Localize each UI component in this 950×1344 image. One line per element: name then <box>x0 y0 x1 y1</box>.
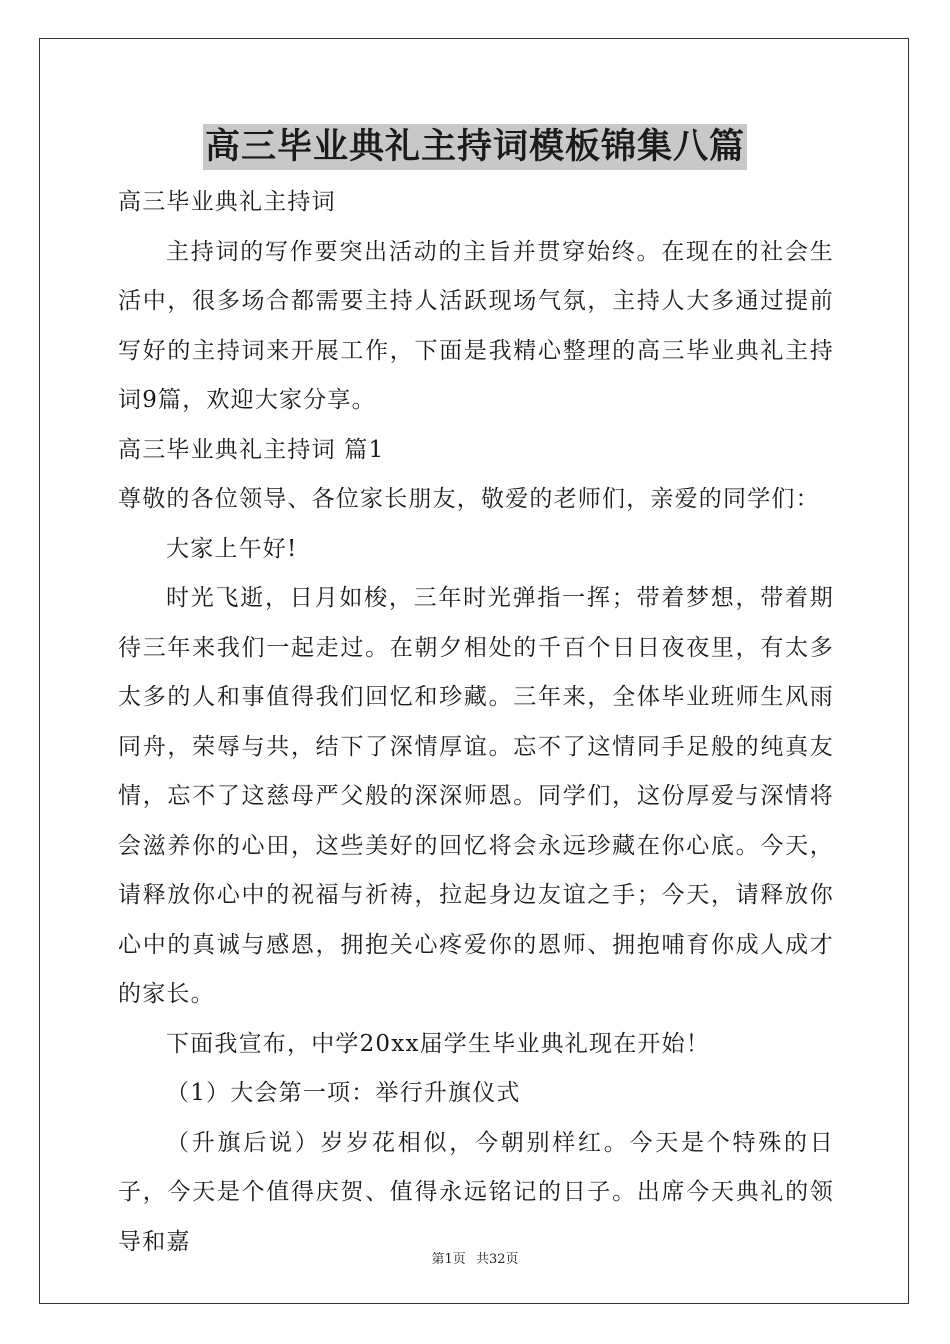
page-footer <box>0 1248 950 1267</box>
paragraph-3: 尊敬的各位领导、各位家长朋友，敬爱的老师们，亲爱的同学们： <box>118 486 820 512</box>
paragraph-8: （升旗后说）岁岁花相似，今朝别样红。今天是个特殊的日子，今天是个值得庆贺、值得永远铭记的日子。出席今天典礼的领导和嘉 <box>118 1129 834 1255</box>
document-title: 高三毕业典礼主持词模板锦集八篇 <box>203 124 747 170</box>
page-total: 共32页 <box>475 1252 519 1267</box>
paragraph-5: 时光飞逝，日月如梭，三年时光弹指一挥；带着梦想，带着期待三年来我们一起走过。在朝夕相处的千百个日日夜夜里，有太多太多的人和事值得我们回忆和珍藏。三年来，全体毕业班师生风雨同舟，荣辱与共，结下了深情厚谊。忘不了这情同手足般的纯真友情，忘不了这慈母严父般的深深师恩。同学们，这份厚爱与深情将会滋养你的心田，这些美好的回忆将会永远珍藏在你心底。今天，请释放你心中的祝福与祈祷，拉起身边友谊之手；今天，请释放你心中的真诚与感恩，拥抱关心疼爱你的恩师、拥抱哺育你成人成才的家长。 <box>118 585 834 1007</box>
page-number: 第1页 <box>431 1252 466 1267</box>
paragraph-1: 主持词的写作要突出活动的主旨并贯穿始终。在现在的社会生活中，很多场合都需要主持人活跃现场气氛，主持人大多通过提前写好的主持词来开展工作，下面是我精心整理的高三毕业典礼主持词9篇，欢迎大家分享。 <box>118 238 834 413</box>
paragraph-7: （1）大会第一项：举行升旗仪式 <box>166 1080 521 1106</box>
paragraph-2: 高三毕业典礼主持词 篇1 <box>118 436 385 463</box>
paragraph-4: 大家上午好! <box>166 535 298 562</box>
title-container <box>0 124 950 170</box>
paragraph-6: 下面我宣布，中学20xx届学生毕业典礼现在开始！ <box>166 1030 711 1057</box>
paragraph-0: 高三毕业典礼主持词 <box>118 189 336 215</box>
document-body <box>118 178 834 1267</box>
